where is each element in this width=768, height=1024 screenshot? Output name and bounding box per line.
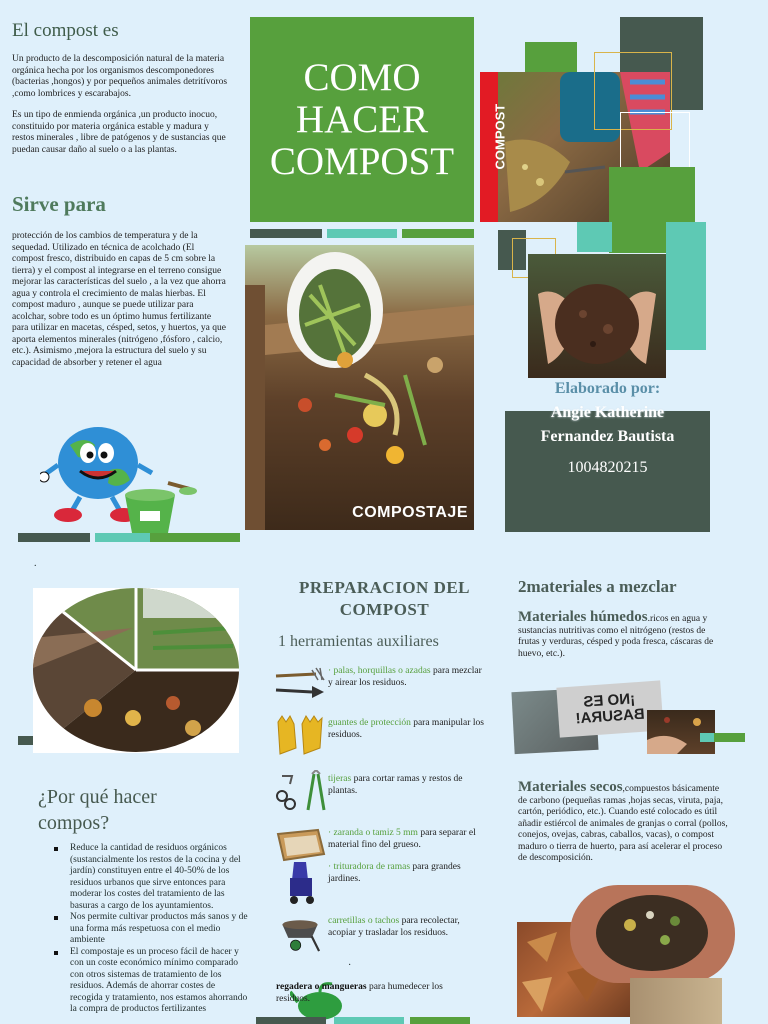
tool-rest-trituradora: para grandes jardines.	[328, 862, 461, 884]
compost-side-label: COMPOST	[492, 103, 508, 170]
collage-bar-dark	[18, 736, 33, 745]
tool-accent-zaranda: · zaranda o tamiz 5 mm	[328, 828, 418, 838]
tool-accent-trituradora: · trituradora de ramas	[328, 862, 411, 872]
tool-accent-tijeras: tijeras	[328, 774, 352, 784]
divider-bar-teal	[95, 533, 150, 542]
sirve-heading: Sirve para	[12, 192, 106, 216]
stray-dot-tools: ·	[348, 960, 352, 971]
compost-heading: El compost es	[12, 20, 119, 41]
porque-bullet-1: Reduce la cantidad de residuos orgánicos (sustancialmente los restos de la cocina y del jardín) constituyen entre el 40-50% de los residuos urbanos que sirve entonces para moderar los costes del tratamiento de las basuras a cargo de los ayuntamientos.	[52, 843, 250, 912]
bottom-bar-teal	[334, 1017, 404, 1024]
secos-block	[518, 779, 728, 865]
humedos-heading: Materiales húmedos	[518, 609, 648, 625]
divider-bar-green	[150, 533, 240, 542]
compost-pot-photo	[570, 885, 735, 983]
preparacion-heading-line-2: COMPOST	[339, 600, 430, 619]
deco-square-green-small	[525, 42, 577, 75]
cover-title-line-3: COMPOST	[269, 139, 455, 183]
materiales-bar-teal	[700, 733, 714, 742]
stray-dot: .	[34, 558, 37, 569]
tool-text-zaranda	[328, 824, 488, 851]
sirve-paragraph: protección de los cambios de temperatura y de la sequedad. Utilizado en técnica de acolchado (El compost fresco, distribuido en capas de 5 cm sobre la tierra) y el compost al integrarse en el terreno consigue mejorar las características del suelo , a la vez que ahorra agua y controla el crecimiento de malas hierbas. El compost maduro , aunque se puede utilizar para acolchar, sobre todo es un óptimo humus fertilizante para utilizar en macetas, césped, setos, y huertos, ya que aporta elementos minerales (nitrógeno ,fósforo , calcio, etc.). Asimismo ,mejora la estructura del suelo y su capacidad de absorber y retener el agua	[12, 231, 226, 368]
tool-accent-carretillas: carretillas o tachos	[328, 916, 400, 926]
gloves-icon	[272, 712, 328, 756]
porque-bullet-3: El compostaje es un proceso fácil de hacer y con un coste económico mínimo comparado con otros sistemas de tratamiento de los residuos. Además de ahorrar costes de recogida y tratamiento, nos estamos ahorrando la compra de productos fertilizantes	[52, 947, 250, 1016]
cover-bar-teal	[327, 229, 397, 238]
divider-bar-dark	[18, 533, 90, 542]
tool-row-palas	[272, 662, 488, 706]
preparacion-heading	[272, 577, 497, 621]
compost-hand-photo	[647, 710, 715, 754]
sign-line-1: ¡NO ES	[583, 690, 636, 711]
porque-heading	[38, 784, 248, 836]
compost-collage-drawing	[33, 588, 239, 753]
tool-accent-palas: · palas, horquillas o azadas	[328, 666, 431, 676]
sirve-section	[12, 192, 227, 369]
materiales-bar-green	[714, 733, 745, 742]
cover-bar-dark	[250, 229, 322, 238]
wheelbarrow-icon	[272, 910, 328, 954]
chipper-icon	[272, 860, 328, 904]
compost-bin-drawing	[245, 245, 474, 530]
shears-icon	[272, 770, 328, 814]
tool-accent-regadera: regadera o mangueras	[276, 982, 367, 992]
humedos-block	[518, 609, 723, 660]
secos-heading: Materiales secos	[518, 779, 623, 795]
tool-text-regadera	[276, 982, 471, 1005]
hands-soil-drawing	[528, 254, 666, 378]
tool-rest-palas: para mezclar y airear los residuos.	[328, 666, 482, 688]
tool-rest-regadera: para humedecer los residuos.	[276, 982, 443, 1004]
tool-row-carretillas	[272, 910, 488, 954]
porque-heading-line-2: compos?	[38, 812, 110, 834]
deco-square-teal-small	[577, 222, 612, 252]
porque-bullet-list	[52, 843, 250, 1016]
tool-row-trituradora	[272, 860, 488, 904]
compost-paragraph-1: Un producto de la descomposición natural de la materia orgánica hecha por los organismos descomponedores (bacterias ,hongos) y por pequeños animales detritívoros ,como lombrices y escarabajos.	[12, 54, 228, 99]
cover-bar-green	[402, 229, 474, 238]
tool-text-tijeras	[328, 770, 488, 797]
compost-collage-photo	[33, 588, 239, 753]
humedos-text: .ricos en agua y sustancias nutritivas como el nitrógeno (restos de frutas y verduras, césped y poda fresca, cáscaras de huevo, etc.).	[518, 614, 714, 659]
compostaje-photo-label: COMPOSTAJE	[352, 504, 468, 521]
compost-pot-drawing	[570, 885, 735, 983]
porque-heading-line-1: ¿Por qué hacer	[38, 786, 157, 808]
wood-chips-photo	[630, 978, 722, 1024]
cover-title-line-2: HACER	[295, 97, 429, 141]
tool-accent-guantes: guantes de protección	[328, 718, 411, 728]
compost-definition-section	[12, 20, 227, 156]
cover-title-line-1: COMO	[303, 55, 421, 99]
hands-soil-photo	[528, 254, 666, 378]
materiales-heading: 2materiales a mezclar	[518, 577, 677, 596]
author-name-line-1: Angie Katherine	[550, 404, 665, 421]
tool-rest-zaranda: para separar el material fino del grueso.	[328, 828, 476, 850]
porque-bullet-2: Nos permite cultivar productos más sanos y de una forma más respetuosa con el medio ambiente	[52, 912, 250, 947]
compost-paragraph-2: Es un tipo de enmienda orgánica ,un producto inocuo, constituido por materia orgánica estable y madura y restos minerales , libre de patógenos y de sustancias que puedan causar daño al suelo o a las plantas.	[12, 110, 226, 155]
author-id: 1004820215	[567, 459, 648, 476]
bottom-bar-green	[410, 1017, 470, 1024]
sign-line-2: BASURA!	[575, 705, 646, 728]
compost-bin-photo	[245, 245, 474, 530]
compost-hand-drawing	[647, 710, 715, 754]
preparacion-heading-line-1: PREPARACION DEL	[298, 578, 471, 597]
cover-title-box	[250, 17, 474, 222]
tool-text-guantes	[328, 712, 488, 741]
tool-row-tijeras	[272, 770, 488, 814]
herramientas-subheading: 1 herramientas auxiliares	[278, 633, 439, 650]
deco-outline-white	[620, 112, 690, 172]
bottom-bar-dark	[256, 1017, 326, 1024]
secos-text: ,compuestos básicamente de carbono (pequeñas ramas ,hojas secas, viruta, paja, cartón, periódico, etc.). Cuando esté colocado es útil añadir estiércol de animales de granjas o corral (pollos, conejos, ovejas, cabras, caballos, vacas), o compost maduro o tierra de huerto, para así acelerar el proceso de descomposición.	[518, 784, 728, 863]
tool-text-carretillas	[328, 910, 488, 939]
globe-mascot-illustration	[40, 415, 200, 545]
tool-row-guantes	[272, 712, 488, 756]
author-name-line-2: Fernandez Bautista	[540, 428, 675, 445]
tool-text-palas	[328, 662, 488, 689]
tool-rest-carretillas: para recolectar, acopiar y trasladar los residuos.	[328, 916, 460, 938]
author-label: Elaborado por:	[554, 380, 661, 397]
tool-text-trituradora	[328, 860, 488, 885]
deco-square-teal-right	[666, 222, 706, 350]
tool-rest-tijeras: para cortar ramas y restos de plantas.	[328, 774, 463, 796]
tool-rest-guantes: para manipular los residuos.	[328, 718, 484, 740]
shovel-rake-icon	[272, 662, 328, 706]
